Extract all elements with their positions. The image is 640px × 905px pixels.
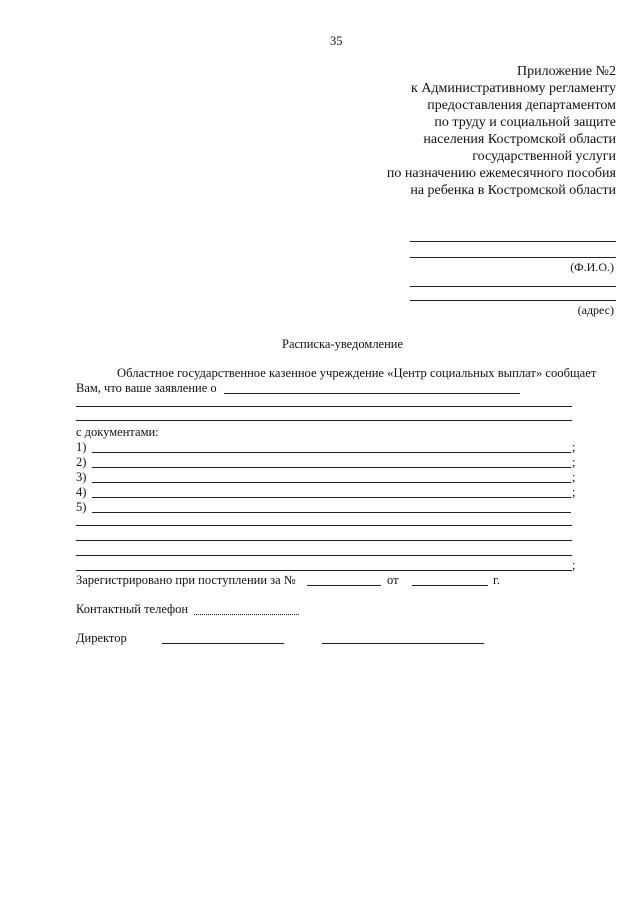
- doc-item-line[interactable]: [92, 467, 571, 468]
- blank-line[interactable]: [76, 570, 572, 571]
- from-label: от: [387, 573, 399, 587]
- registration-date-line[interactable]: [412, 585, 488, 586]
- year-label: г.: [493, 573, 500, 587]
- fio-line-1[interactable]: [410, 241, 616, 242]
- appendix-title: Приложение №2: [517, 64, 616, 79]
- phone-label: Контактный телефон: [76, 602, 189, 616]
- doc-item-line[interactable]: [92, 497, 571, 498]
- doc-item-number: 5): [76, 500, 87, 514]
- director-name-line[interactable]: [322, 643, 484, 644]
- appendix-line: предоставления департаментом: [427, 98, 616, 113]
- item-separator: ;: [572, 440, 576, 454]
- doc-item-number: 1): [76, 440, 87, 454]
- appendix-line: населения Костромской области: [423, 132, 616, 147]
- registration-number-line[interactable]: [307, 585, 381, 586]
- item-separator: ;: [572, 455, 576, 469]
- item-separator: ;: [572, 485, 576, 499]
- blank-line[interactable]: [76, 406, 572, 407]
- appendix-line: к Административному регламенту: [411, 81, 616, 96]
- doc-item-number: 3): [76, 470, 87, 484]
- address-line-1[interactable]: [410, 286, 616, 287]
- appendix-line: государственной услуги: [472, 149, 616, 164]
- document-title: Расписка-уведомление: [282, 337, 404, 351]
- doc-item-number: 2): [76, 455, 87, 469]
- address-label: (адрес): [577, 303, 614, 317]
- doc-item-line[interactable]: [92, 482, 571, 483]
- page-number: 35: [330, 34, 343, 48]
- application-subject-line[interactable]: [224, 393, 520, 394]
- body-line-2: Вам, что ваше заявление о: [76, 381, 217, 395]
- appendix-line: по назначению ежемесячного пособия: [386, 166, 616, 181]
- blank-line[interactable]: [76, 525, 572, 526]
- body-line-1: Областное государственное казенное учреждение «Центр социальных выплат» сообщает: [117, 366, 597, 380]
- appendix-line: на ребенка в Костромской области: [410, 183, 616, 198]
- blank-line[interactable]: [76, 420, 572, 421]
- director-label: Директор: [76, 631, 127, 645]
- director-signature-line[interactable]: [162, 643, 284, 644]
- item-separator: ;: [572, 558, 576, 572]
- item-separator: ;: [572, 470, 576, 484]
- doc-item-line[interactable]: [92, 512, 571, 513]
- appendix-line: по труду и социальной защите: [434, 115, 616, 130]
- doc-item-line[interactable]: [92, 452, 571, 453]
- phone-line[interactable]: [194, 614, 299, 615]
- blank-line[interactable]: [76, 555, 572, 556]
- doc-item-number: 4): [76, 485, 87, 499]
- fio-line-2[interactable]: [410, 257, 616, 258]
- fio-label: (Ф.И.О.): [570, 260, 614, 274]
- address-line-2[interactable]: [410, 300, 616, 301]
- blank-line[interactable]: [76, 540, 572, 541]
- documents-label: с документами:: [76, 425, 159, 439]
- registered-label: Зарегистрировано при поступлении за №: [76, 573, 296, 587]
